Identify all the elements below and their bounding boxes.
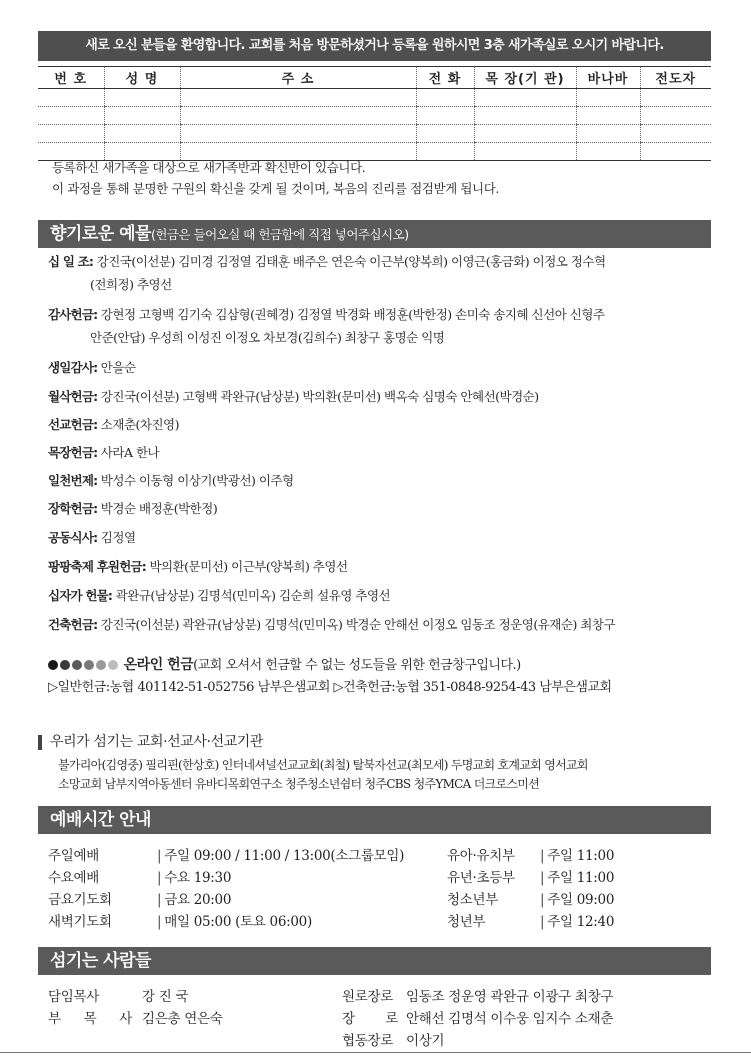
online-offering <box>48 654 521 674</box>
offering-cell-group: 목장헌금: 사라A 한나 <box>48 445 160 460</box>
worship-row: 새벽기도회 | 매일 05:00 (토요 06:00) <box>48 914 312 930</box>
registration-table <box>38 66 711 161</box>
offering-new-month: 월삭헌금: 강진국(이선분) 고형백 곽완규(남상분) 박의환(문미선) 백옥숙 심명숙 안혜선(박경순) <box>48 389 539 404</box>
header-cell-group: 목 장(기 관) <box>474 67 576 89</box>
dot-icon <box>96 660 106 670</box>
welcome-banner: 새로 오신 분들을 환영합니다. 교회를 처음 방문하셨거나 등록을 원하시면 3층 새가족실로 오시기 바랍니다. <box>38 31 711 61</box>
worship-header <box>38 806 711 834</box>
table-row <box>38 89 711 107</box>
table-row <box>38 125 711 143</box>
header-name: 성 명 <box>104 67 180 89</box>
dot-icon <box>60 660 70 670</box>
offering-building: 건축헌금: 강진국(이선분) 곽완규(남상분) 김명석(민미옥) 박경순 안해선 이정오 임동조 정운영(유재순) 최창구 <box>48 617 616 632</box>
header-number: 번 호 <box>38 67 104 89</box>
offering-birthday: 생일감사: 안을순 <box>48 360 136 375</box>
newcomer-note-2: 이 과정을 통해 분명한 구원의 확신을 갖게 될 것이며, 복음의 진리를 점검받게 됩니다. <box>52 181 499 196</box>
serve-line-1: 불가리아(김영중) 필리핀(한상호) 인터네셔널선교교회(최철) 탈북자선교(최모세) 두명교회 호계교회 영서교회 <box>58 758 588 772</box>
serve-line-2: 소망교회 남부지역아동센터 유바디목회연구소 청주청소년쉼터 청주CBS 청주YMCA 더크로스미션 <box>58 777 540 791</box>
staff-row: 협동장로 이상기 <box>342 1033 445 1049</box>
worship-row: 수요예배 | 수요 19:30 <box>48 870 232 886</box>
offering-cross: 십자가 헌물: 곽완규(남상분) 김명석(민미옥) 김순희 설유영 추영선 <box>48 588 391 603</box>
dot-icon <box>48 660 58 670</box>
worship-row: 주일예배 | 주일 09:00 / 11:00 / 13:00(소그룹모임) <box>48 848 405 864</box>
offering-scholarship: 장학헌금: 박경순 배정훈(박한정) <box>48 501 218 516</box>
dot-icon <box>108 660 118 670</box>
online-desc: (교회 오셔서 헌금할 수 없는 성도들을 위한 헌금창구입니다.) <box>193 658 521 673</box>
staff-row: 원로장로 임동조 정운영 곽완규 이광구 최창구 <box>342 989 614 1005</box>
offerings-title: 향기로운 예물 <box>50 224 151 244</box>
header-barnabas: 바나바 <box>576 67 640 89</box>
offering-thousand: 일천번제: 박성수 이동형 이상기(박광선) 이주형 <box>48 473 294 488</box>
offering-mission: 선교헌금: 소재춘(차진영) <box>48 417 180 432</box>
offering-meal: 공동식사: 김정열 <box>48 530 136 545</box>
department-row: 유년·초등부 | 주일 11:00 <box>447 870 615 886</box>
dot-icon <box>84 660 94 670</box>
dot-icon <box>72 660 82 670</box>
online-title: 온라인 헌금 <box>123 657 194 673</box>
staff-row: 장 로 안해선 김명석 이수웅 임지수 소재춘 <box>342 1011 614 1027</box>
worship-row: 금요기도회 | 금요 20:00 <box>48 892 232 908</box>
offering-festival: 팡팡축제 후원헌금: 박의환(문미선) 이근부(양복희) 추영선 <box>48 559 348 574</box>
table-header-row <box>38 67 711 89</box>
staff-title: 섬기는 사람들 <box>50 951 151 971</box>
bottom-divider <box>0 1052 751 1053</box>
offerings-header <box>38 220 711 248</box>
offering-tithe: 십 일 조: 강진국(이선분) 김미경 김정열 김태훈 배주은 연은숙 이근부(양복희) 이영근(홍금화) 이정오 정수혁 (전희정) 추영선 <box>48 254 606 292</box>
department-row: 청년부 | 주일 12:40 <box>447 914 615 930</box>
department-row: 유아·유치부 | 주일 11:00 <box>447 848 615 864</box>
staff-header <box>38 947 711 975</box>
online-accounts: ▷일반헌금:농협 401142-51-052756 남부은샘교회 ▷건축헌금:농협 351-0848-9254-43 남부은샘교회 <box>48 680 612 695</box>
header-phone: 전 화 <box>416 67 474 89</box>
header-address: 주 소 <box>180 67 416 89</box>
table-row <box>38 107 711 125</box>
newcomer-note-1: 등록하신 새가족을 대상으로 새가족반과 확신반이 있습니다. <box>52 160 366 175</box>
staff-row: 담임목사 강 진 국 <box>48 989 189 1005</box>
staff-row: 부 목 사 김은총 연은숙 <box>48 1011 223 1027</box>
offering-thanks: 감사헌금: 강현정 고형백 김기숙 김삼형(권혜경) 김정열 박경화 배정훈(박한정) 손미숙 송지혜 신선아 신형주 안준(안답) 우성희 이성진 이정오 차보경(김희수) 최창구 홍명순 익명 <box>48 307 605 345</box>
department-row: 청소년부 | 주일 09:00 <box>447 892 615 908</box>
serve-title: 우리가 섬기는 교회·선교사·선교기관 <box>38 735 263 750</box>
header-evangelist: 전도자 <box>640 67 711 89</box>
offerings-subtitle: (헌금은 들어오실 때 헌금함에 직접 넣어주십시오) <box>150 227 409 242</box>
worship-title: 예배시간 안내 <box>50 810 151 830</box>
